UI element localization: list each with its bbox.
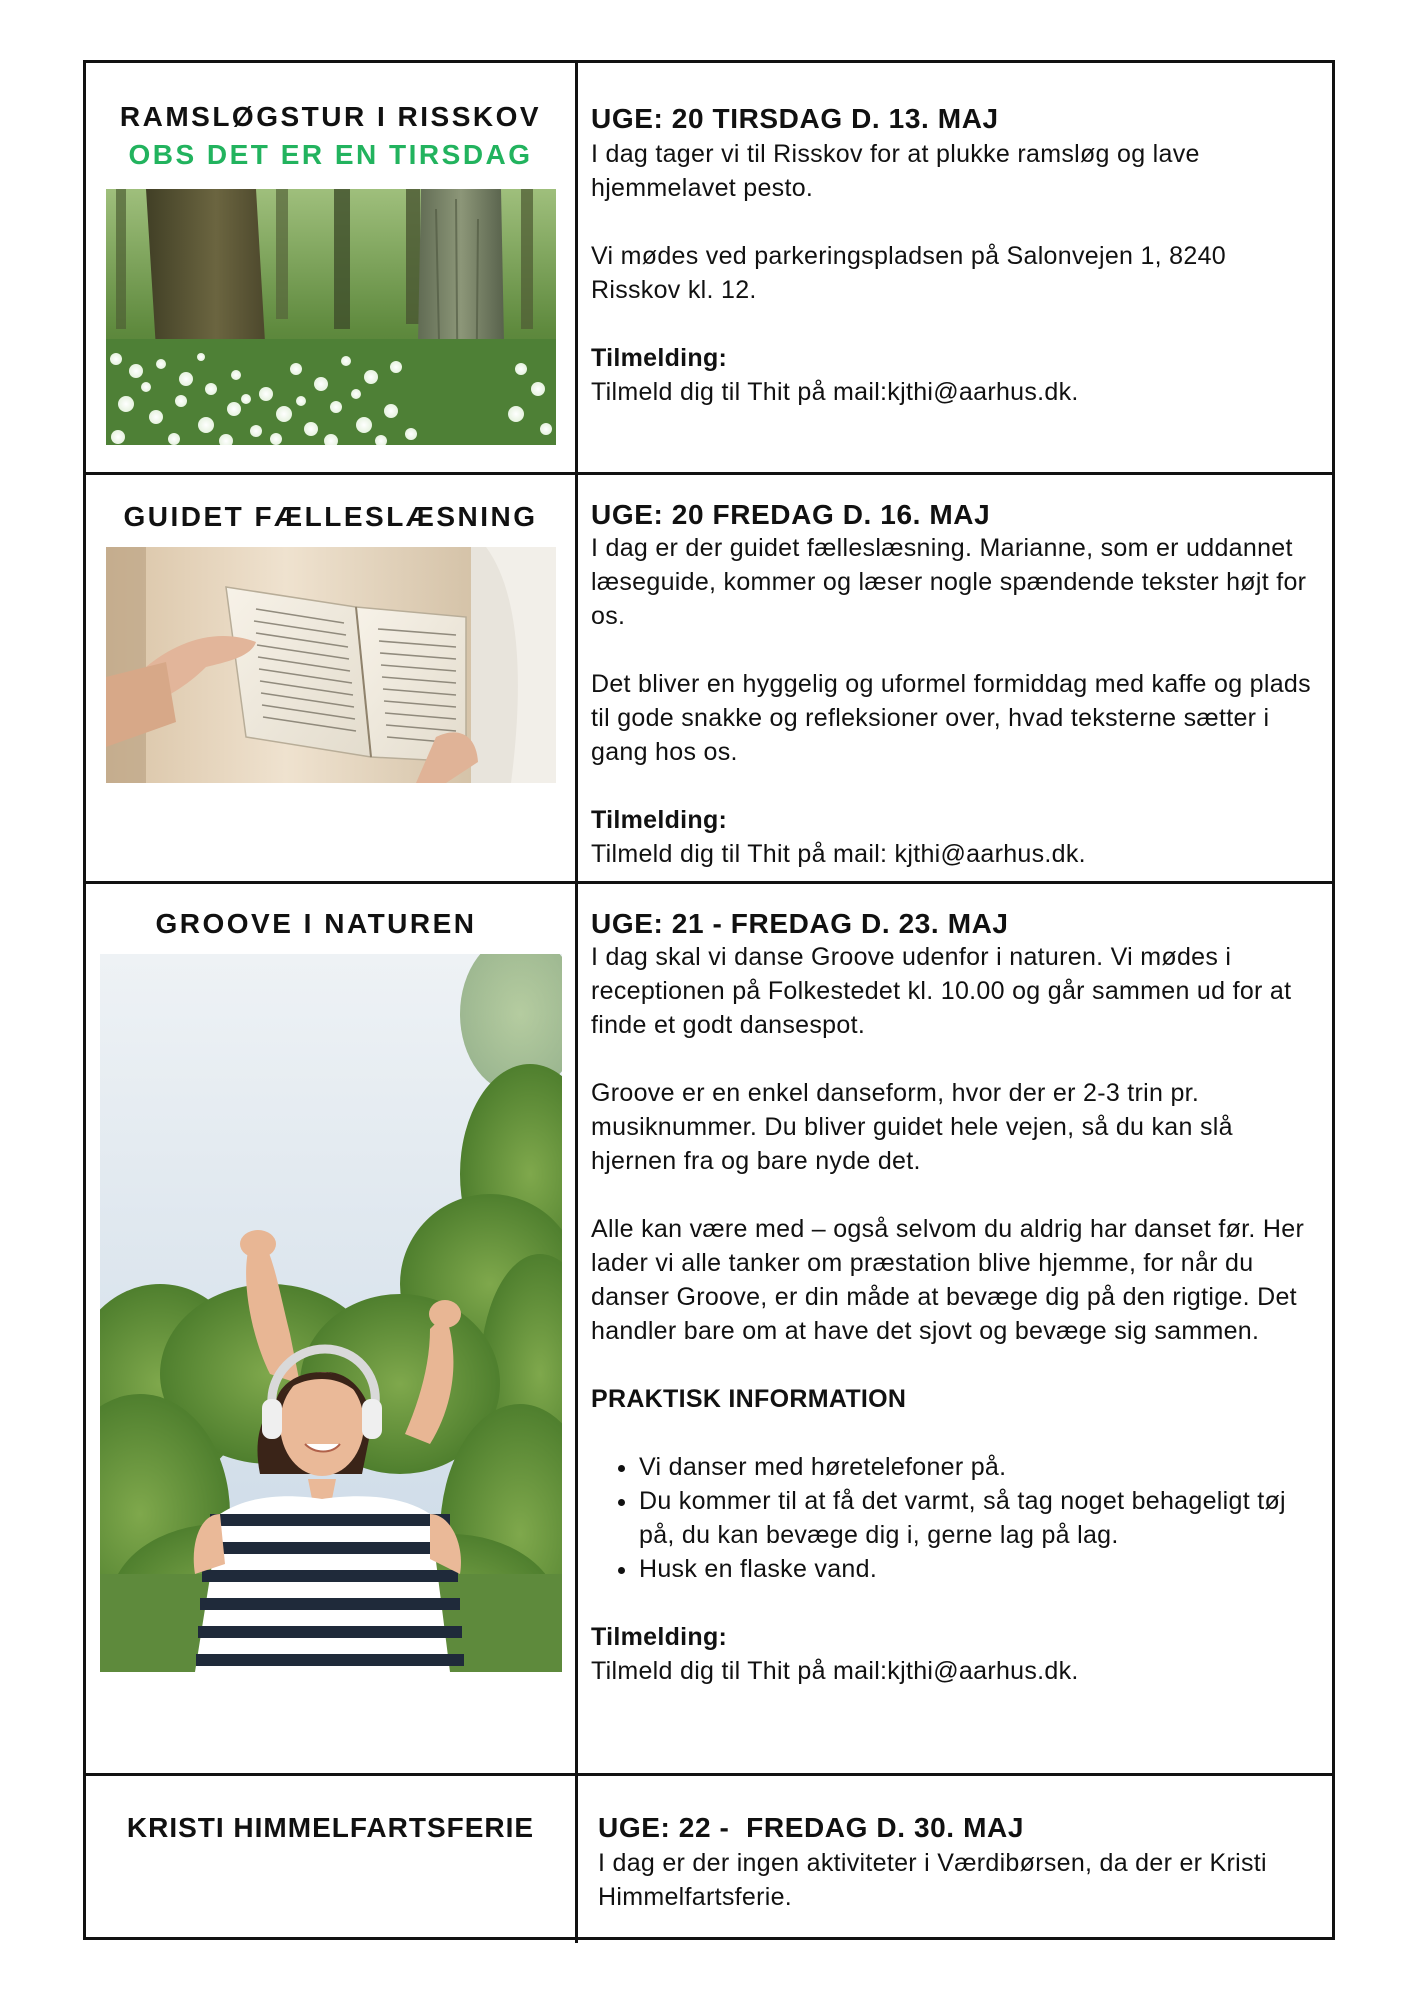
woman-dancing-image bbox=[100, 954, 562, 1672]
practical-info-item: • Vi danser med høretelefoner på. bbox=[639, 1450, 1314, 1484]
activity-row bbox=[86, 472, 1332, 881]
activity-title: KRISTI HIMMELFARTSFERIE bbox=[126, 1812, 535, 1843]
activity-details-cell bbox=[578, 63, 1332, 472]
activity-description-more: Groove er en enkel danseform, hvor der er 2-3 trin pr. musiknummer. Du bliver guidet hele vejen, så du kan slå hjernen fra og bare nyde det. bbox=[591, 1079, 1233, 1175]
forest-wild-garlic-image bbox=[106, 189, 556, 445]
signup-heading: Tilmelding: bbox=[591, 806, 728, 834]
signup-heading: Tilmelding: bbox=[591, 344, 728, 372]
activity-title-cell bbox=[86, 63, 575, 472]
activity-date: UGE: 22 - FREDAG D. 30. MAJ bbox=[598, 1812, 1024, 1843]
signup-text: Tilmeld dig til Thit på mail:kjthi@aarhus.dk. bbox=[591, 378, 1079, 406]
activity-description: I dag er der ingen aktiviteter i Værdibørsen, da der er Kristi Himmelfartsferie. bbox=[598, 1849, 1267, 1911]
activity-date: UGE: 20 TIRSDAG D. 13. MAJ bbox=[591, 103, 999, 134]
signup-heading: Tilmelding: bbox=[591, 1623, 728, 1651]
activity-title-cell bbox=[86, 475, 575, 881]
activity-details-cell bbox=[578, 884, 1332, 1773]
woman-dancing-headphones-photo bbox=[100, 954, 562, 1672]
activity-row bbox=[86, 1773, 1332, 1943]
activity-title: GROOVE I NATUREN bbox=[155, 908, 477, 939]
activity-row bbox=[86, 63, 1332, 472]
activity-title-cell bbox=[86, 884, 575, 1773]
activity-date: UGE: 20 FREDAG D. 16. MAJ bbox=[591, 499, 991, 530]
activity-description: I dag er der guidet fælleslæsning. Marianne, som er uddannet læseguide, kommer og læser nogle spændende tekster højt for os. bbox=[591, 534, 1307, 630]
activity-description: I dag skal vi danse Groove udenfor i naturen. Vi mødes i receptionen på Folkestedet kl. 10.00 og går sammen ud for at finde et godt dansespot. bbox=[591, 943, 1292, 1039]
activity-description: I dag tager vi til Risskov for at plukke ramsløg og lave hjemmelavet pesto. bbox=[591, 140, 1200, 202]
practical-info-item: • Du kommer til at få det varmt, så tag noget behageligt tøj på, du kan bevæge dig i, gerne lag på lag. bbox=[639, 1484, 1314, 1552]
signup-text: Tilmeld dig til Thit på mail:kjthi@aarhus.dk. bbox=[591, 1657, 1079, 1685]
activity-date: UGE: 21 - FREDAG D. 23. MAJ bbox=[591, 908, 1009, 939]
activity-description-extra: Alle kan være med – også selvom du aldrig har danset før. Her lader vi alle tanker om præstation blive hjemme, for når du danser Groove, er din måde at bevæge dig på den rigtige. Det handler bare om at have det sjovt og bevæge sig sammen. bbox=[591, 1215, 1305, 1345]
activity-meeting-point: Vi mødes ved parkeringspladsen på Salonvejen 1, 8240 Risskov kl. 12. bbox=[591, 242, 1226, 304]
practical-info-heading: PRAKTISK INFORMATION bbox=[591, 1385, 907, 1413]
activity-row bbox=[86, 881, 1332, 1773]
activity-schedule-table bbox=[83, 60, 1335, 1940]
forest-wild-garlic-photo bbox=[106, 189, 556, 445]
activity-details-cell bbox=[578, 475, 1332, 881]
activity-description-more: Det bliver en hyggelig og uformel formiddag med kaffe og plads til gode snakke og refleksioner over, hvad teksterne sætter i gang hos os. bbox=[591, 670, 1311, 766]
practical-info-item: • Husk en flaske vand. bbox=[639, 1552, 1314, 1586]
activity-title: GUIDET FÆLLESLÆSNING bbox=[123, 501, 538, 532]
practical-info-list bbox=[591, 1450, 1314, 1586]
activity-details-cell bbox=[578, 1776, 1332, 1943]
activity-title: RAMSLØGSTUR I RISSKOV bbox=[119, 101, 542, 132]
open-book-photo bbox=[106, 547, 556, 783]
activity-notice: OBS DET ER EN TIRSDAG bbox=[128, 139, 533, 170]
activity-title-cell bbox=[86, 1776, 575, 1943]
signup-text: Tilmeld dig til Thit på mail: kjthi@aarhus.dk. bbox=[591, 840, 1086, 868]
open-book-image bbox=[106, 547, 556, 783]
